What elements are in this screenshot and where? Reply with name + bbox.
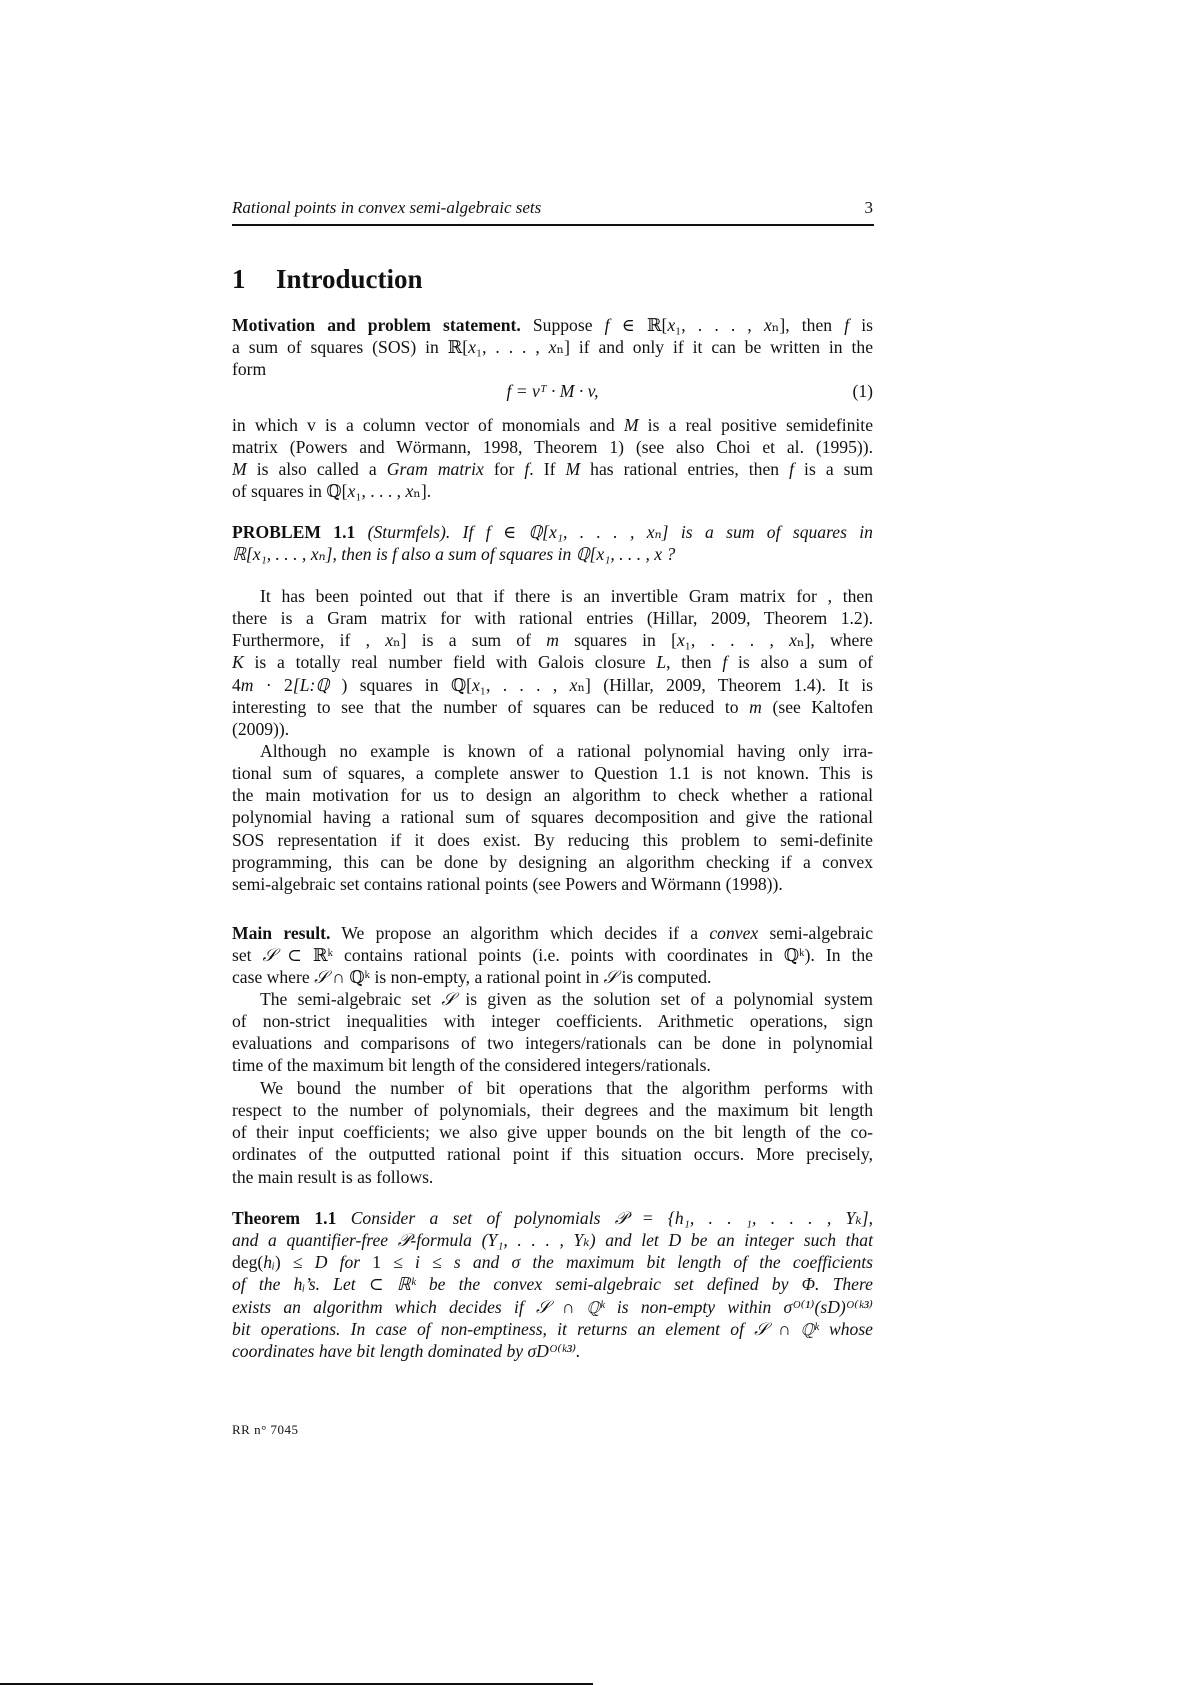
text-line bbox=[232, 740, 873, 762]
text-run: We propose an algorithm which decides if a bbox=[330, 923, 710, 943]
text-line bbox=[232, 944, 873, 966]
text-line bbox=[232, 988, 873, 1010]
italic-run: f bbox=[722, 652, 728, 673]
text-line bbox=[232, 1207, 873, 1229]
text-run: Suppose bbox=[520, 315, 605, 335]
italic-run: M bbox=[565, 459, 581, 480]
italic-run: K bbox=[232, 652, 244, 673]
text-run: interesting to see that the number of squares can be reduced to bbox=[232, 696, 750, 717]
text-run: of non-strict inequalities with integer coefficients. Arithmetic operations, sign bbox=[232, 1011, 873, 1032]
text-line bbox=[232, 1077, 873, 1099]
text-run: ) ≤ bbox=[274, 1252, 315, 1273]
bold-run: Theorem 1.1 bbox=[232, 1208, 337, 1228]
text-line bbox=[232, 1273, 873, 1295]
italic-run: x bbox=[569, 674, 578, 695]
italic-run: x bbox=[347, 481, 356, 502]
text-line bbox=[232, 358, 873, 380]
text-run: of their input coefficients; we also give upper bounds on the bit length of the co- bbox=[232, 1122, 873, 1143]
bold-run: Motivation and problem statement. bbox=[232, 315, 521, 335]
text-line bbox=[232, 806, 873, 828]
italic-run: 𝒮 bbox=[314, 967, 328, 988]
italic-run: x bbox=[676, 630, 685, 651]
text-run: tional sum of squares, a complete answer to Question 1.1 is not known. This is bbox=[232, 763, 873, 784]
text-run: respect to the number of polynomials, their degrees and the maximum bit length bbox=[232, 1100, 873, 1121]
text-run bbox=[355, 522, 367, 542]
text-line bbox=[232, 607, 873, 629]
text-line bbox=[232, 966, 873, 988]
text-run: squares in [ bbox=[558, 630, 677, 651]
italic-run: [L:ℚ bbox=[292, 674, 330, 695]
text-line bbox=[232, 458, 873, 480]
text-run: semi-algebraic bbox=[758, 923, 874, 943]
italic-run: m bbox=[240, 674, 254, 695]
text-run: is computed. bbox=[617, 967, 712, 988]
text-run: ₙ] (Hillar, 2009, Theorem 1.4). It is bbox=[577, 674, 873, 695]
italic-run: f bbox=[844, 315, 850, 335]
text-run: (see Kaltofen bbox=[761, 696, 873, 717]
italic-run: 𝒮 bbox=[262, 945, 277, 966]
text-line bbox=[232, 829, 873, 851]
text-run: polynomial having a rational sum of squares decomposition and give the rational bbox=[232, 807, 873, 828]
italic-run: x bbox=[789, 630, 797, 651]
text-run: ₙ]. bbox=[413, 481, 432, 502]
italic-run: x bbox=[468, 337, 476, 358]
text-line bbox=[232, 436, 873, 458]
text-line bbox=[232, 1229, 873, 1251]
text-line bbox=[232, 314, 873, 336]
text-run: is given as the solution set of a polynomial system bbox=[455, 989, 873, 1009]
italic-run: bit operations. In case of non-emptiness, it returns an element of 𝒮 ∩ ℚᵏ whose bbox=[232, 1318, 873, 1339]
text-line bbox=[232, 1054, 873, 1076]
italic-run: D for bbox=[314, 1252, 361, 1273]
text-run: is a real positive semidefinite bbox=[638, 415, 873, 435]
italic-run: f bbox=[524, 459, 530, 480]
text-run: ≤ bbox=[419, 1252, 454, 1273]
text-run: ₁, . . . , bbox=[479, 674, 570, 695]
text-run: of squares in ℚ[ bbox=[232, 481, 348, 502]
italic-run: M bbox=[232, 459, 247, 480]
italic-run: x bbox=[548, 337, 557, 358]
text-line bbox=[232, 696, 873, 718]
text-run: We bound the number of bit operations that the algorithm performs with bbox=[260, 1078, 873, 1098]
text-run: case where bbox=[232, 967, 315, 988]
text-run: 1 ≤ bbox=[360, 1252, 416, 1273]
text-run: ₙ], then bbox=[771, 315, 845, 335]
text-run bbox=[336, 1208, 350, 1228]
text-line bbox=[232, 1166, 873, 1188]
header-rule bbox=[232, 224, 874, 226]
text-run: is a totally real number field with Galois closure bbox=[243, 652, 657, 673]
text-run: evaluations and comparisons of two integers/rationals can be done in polynomial bbox=[232, 1033, 873, 1054]
italic-run: x bbox=[763, 315, 772, 335]
text-run: ⊂ ℝᵏ contains rational points (i.e. points with coordinates in ℚᵏ). In the bbox=[276, 945, 873, 966]
text-line bbox=[232, 1010, 873, 1032]
motivation-continued-paragraph bbox=[232, 740, 873, 895]
text-line bbox=[232, 1121, 873, 1143]
text-run: is a sum bbox=[794, 459, 874, 480]
italic-run: Consider a set of polynomials 𝒫 = {h₁, . . ₁, . . . , Yₖ], bbox=[350, 1208, 873, 1228]
text-run: semi-algebraic set contains rational points (see Powers and Wörmann (1998)). bbox=[232, 873, 783, 894]
equation-formula: f = vᵀ · M · v, bbox=[506, 381, 599, 401]
theorem-1-1 bbox=[232, 1207, 873, 1362]
text-line bbox=[232, 651, 873, 673]
text-run: ₙ] if and only if it can be written in the bbox=[556, 337, 873, 358]
text-run: ₁, . . . , bbox=[475, 337, 549, 358]
text-run: ₁, . . . , bbox=[684, 630, 790, 651]
bold-run: Main result. bbox=[232, 923, 331, 943]
text-run: is also called a bbox=[246, 459, 387, 480]
text-line bbox=[232, 1251, 873, 1273]
text-run: in which v is a column vector of monomials and bbox=[232, 415, 624, 435]
equation-label: (1) bbox=[852, 381, 873, 401]
main-result-paragraph bbox=[232, 922, 873, 988]
text-line bbox=[232, 851, 873, 873]
text-run: (2009)). bbox=[232, 718, 290, 739]
running-header bbox=[232, 198, 873, 218]
italic-run: exists an algorithm which decides if 𝒮 ∩ ℚᵏ is non-empty within σᴼ⁽¹⁾(sD)ᴼ⁽ᵏ³⁾ bbox=[232, 1296, 873, 1317]
semialgebraic-set-paragraph bbox=[232, 988, 873, 1077]
text-run: a sum of squares (SOS) in ℝ[ bbox=[232, 337, 469, 358]
text-run: . If bbox=[529, 459, 566, 480]
text-line bbox=[232, 521, 873, 543]
italic-run: x bbox=[385, 630, 394, 651]
text-line bbox=[232, 543, 873, 565]
section-title: Introduction bbox=[276, 264, 423, 294]
text-run: , then bbox=[666, 652, 723, 673]
text-run: deg( bbox=[232, 1252, 264, 1273]
text-line bbox=[232, 873, 873, 895]
text-run: ) squares in ℚ[ bbox=[329, 674, 473, 695]
equation-1 bbox=[232, 380, 873, 402]
text-run: ₁, . . . , bbox=[355, 481, 406, 502]
italic-run: x bbox=[472, 674, 480, 695]
page-footer: RR n° 7045 bbox=[232, 1422, 299, 1437]
italic-run: 𝒮 bbox=[441, 989, 456, 1009]
italic-run: s and σ the maximum bit length of the coefficients bbox=[453, 1252, 874, 1273]
text-line bbox=[232, 784, 873, 806]
text-line bbox=[232, 1340, 873, 1362]
italic-run: m bbox=[749, 696, 762, 717]
text-line bbox=[232, 1032, 873, 1054]
text-run: ₙ], where bbox=[796, 630, 873, 651]
bit-bound-paragraph bbox=[232, 1077, 873, 1188]
italic-run: m bbox=[546, 630, 559, 651]
text-run: is also a sum of bbox=[727, 652, 873, 673]
italic-run: i bbox=[415, 1252, 420, 1273]
gram-matrix-paragraph bbox=[232, 414, 873, 503]
text-run: Furthermore, if , bbox=[232, 630, 386, 651]
text-run: ordinates of the outputted rational point if this situation occurs. More precisely, bbox=[232, 1144, 873, 1165]
text-line bbox=[232, 674, 873, 696]
text-run: Although no example is known of a rational polynomial having only irra- bbox=[260, 741, 873, 761]
text-run: has rational entries, then bbox=[580, 459, 790, 480]
italic-run: (Sturmfels). If f ∈ ℚ[x₁, . . . , xₙ] is a sum of squares in bbox=[367, 522, 873, 542]
italic-run: x bbox=[667, 315, 676, 335]
text-run: time of the maximum bit length of the considered integers/rationals. bbox=[232, 1055, 711, 1076]
text-line bbox=[232, 1296, 873, 1318]
italic-run: 𝒮 bbox=[603, 967, 618, 988]
text-line bbox=[232, 762, 873, 784]
text-run: · 2 bbox=[253, 674, 293, 695]
running-title: Rational points in convex semi-algebraic sets bbox=[232, 198, 542, 217]
text-line bbox=[232, 629, 873, 651]
text-run: The semi-algebraic set bbox=[260, 989, 442, 1009]
text-line bbox=[232, 922, 873, 944]
text-run: set bbox=[232, 945, 263, 966]
section-heading bbox=[232, 264, 423, 295]
text-run: there is a Gram matrix for with rational entries (Hillar, 2009, Theorem 1.2). bbox=[232, 608, 873, 629]
text-run: is bbox=[849, 315, 873, 335]
text-line bbox=[232, 1099, 873, 1121]
text-run: matrix (Powers and Wörmann, 1998, Theorem 1) (see also Choi et al. (1995)). bbox=[232, 437, 873, 458]
text-line bbox=[232, 585, 873, 607]
text-line bbox=[232, 480, 873, 502]
text-run: SOS representation if it does exist. By reducing this problem to semi-definite bbox=[232, 829, 873, 850]
text-run: the main result is as follows. bbox=[232, 1166, 434, 1187]
italic-run: M bbox=[623, 415, 639, 435]
italic-run: f bbox=[789, 459, 795, 480]
text-line bbox=[232, 336, 873, 358]
italic-run: coordinates have bit length dominated by σDᴼ⁽ᵏ³⁾. bbox=[232, 1340, 581, 1361]
motivation-paragraph bbox=[232, 314, 873, 380]
text-run: for bbox=[483, 459, 525, 480]
text-run: programming, this can be done by designing an algorithm checking if a convex bbox=[232, 851, 873, 872]
italic-run: convex bbox=[709, 923, 759, 943]
text-line bbox=[232, 414, 873, 436]
text-line bbox=[232, 1143, 873, 1165]
italic-run: ℝ[x₁, . . . , xₙ], then is f also a sum of squares in ℚ[x₁, . . . , x ? bbox=[232, 544, 676, 565]
hillar-paragraph bbox=[232, 585, 873, 740]
section-number: 1 bbox=[232, 264, 246, 294]
page-number: 3 bbox=[864, 198, 873, 217]
text-run: the main motivation for us to design an algorithm to check whether a rational bbox=[232, 785, 873, 806]
text-run: ∩ ℚᵏ is non-empty, a rational point in bbox=[327, 967, 604, 988]
italic-run: L bbox=[656, 652, 667, 673]
problem-statement bbox=[232, 521, 873, 565]
text-run: ∈ ℝ[ bbox=[609, 315, 668, 335]
italic-run: Gram matrix bbox=[386, 459, 484, 480]
italic-run: and a quantifier-free 𝒫-formula (Y₁, . . . , Yₖ) and let D be an integer such that bbox=[232, 1230, 873, 1251]
text-run: ₙ] is a sum of bbox=[393, 630, 547, 651]
italic-run: x bbox=[405, 481, 414, 502]
italic-run: of the hᵢ’s. Let ⊂ ℝᵏ be the convex semi-algebraic set defined by Φ. There bbox=[232, 1274, 873, 1295]
text-line bbox=[232, 1318, 873, 1340]
text-line bbox=[232, 718, 873, 740]
text-run: ₁, . . . , bbox=[675, 315, 764, 335]
bold-run: PROBLEM 1.1 bbox=[232, 522, 356, 542]
text-run: form bbox=[232, 359, 267, 380]
text-run: 4 bbox=[232, 674, 241, 695]
italic-run: hᵢ bbox=[263, 1252, 275, 1273]
italic-run: f bbox=[604, 315, 610, 335]
text-run: It has been pointed out that if there is an invertible Gram matrix for , then bbox=[260, 586, 873, 606]
